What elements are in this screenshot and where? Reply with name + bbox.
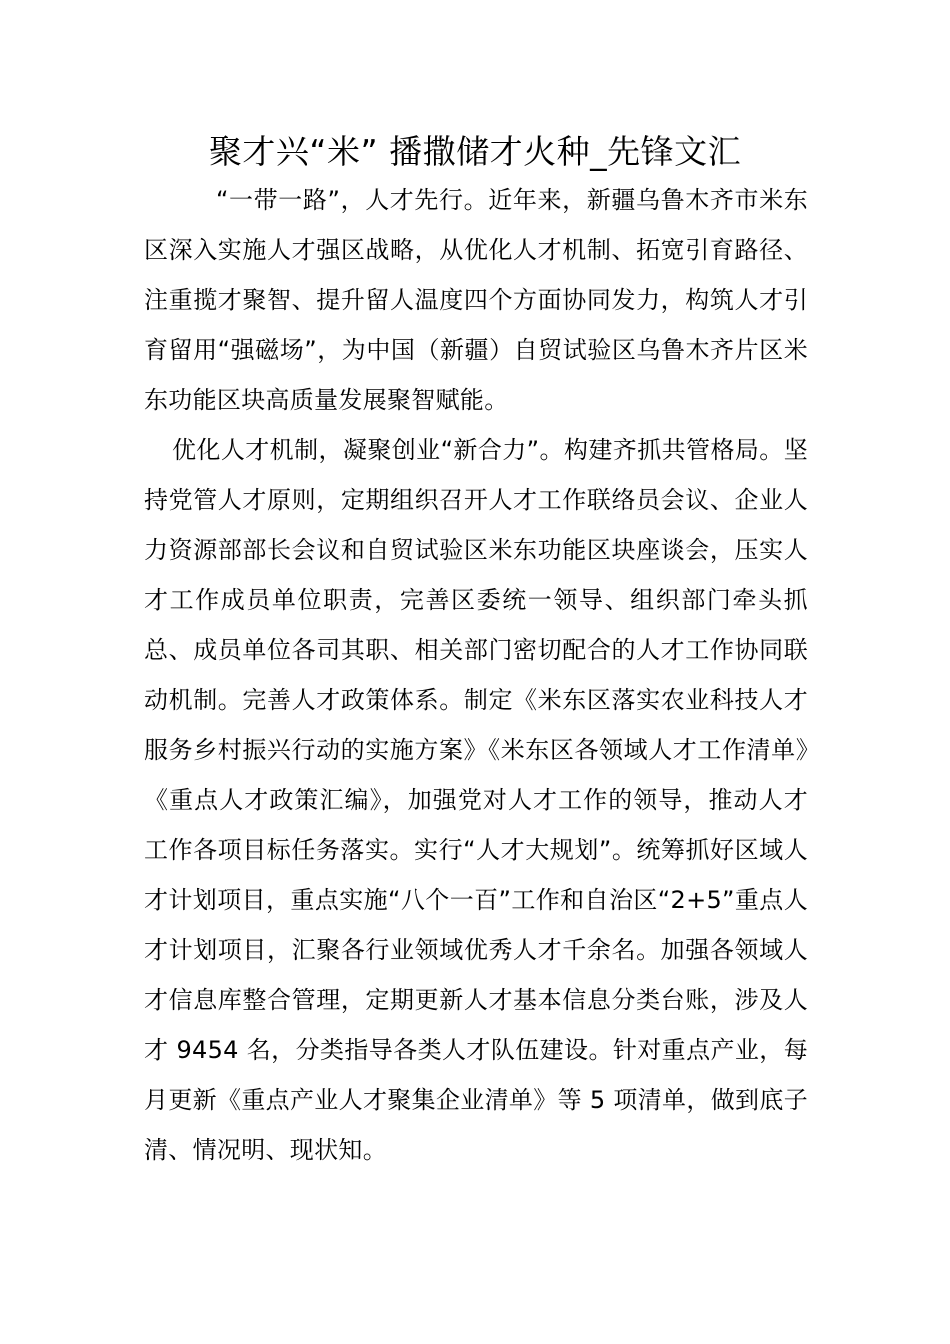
document-body — [144, 175, 808, 1175]
paragraph-intro: “一带一路”，人才先行。近年来，新疆乌鲁木齐市米东区深入实施人才强区战略，从优化人才机制、拓宽引育路径、注重揽才聚智、提升留人温度四个方面协同发力，构筑人才引育留用“强磁场”，为中国（新疆）自贸试验区乌鲁木齐片区米东功能区块高质量发展聚智赋能。 — [144, 186, 808, 414]
paragraph-talent-mechanism: 优化人才机制，凝聚创业“新合力”。构建齐抓共管格局。坚持党管人才原则，定期组织召开人才工作联络员会议、企业人力资源部部长会议和自贸试验区米东功能区块座谈会，压实人才工作成员单位职责，完善区委统一领导、组织部门牵头抓总、成员单位各司其职、相关部门密切配合的人才工作协同联动机制。完善人才政策体系。制定《米东区落实农业科技人才服务乡村振兴行动的实施方案》《米东区各领域人才工作清单》《重点人才政策汇编》，加强党对人才工作的领导，推动人才工作各项目标任务落实。实行“人才大规划”。统筹抓好区域人才计划项目，重点实施“八个一百”工作和自治区“2+5”重点人才计划项目，汇聚各行业领域优秀人才千余名。加强各领域人才信息库整合管理，定期更新人才基本信息分类台账，涉及人才 9454 名，分类指导各类人才队伍建设。针对重点产业，每月更新《重点产业人才聚集企业清单》等 5 项清单，做到底子清、情况明、现状知。 — [144, 436, 808, 1164]
document-title: 聚才兴“米” 播撒储才火种_先锋文汇 — [208, 132, 742, 171]
